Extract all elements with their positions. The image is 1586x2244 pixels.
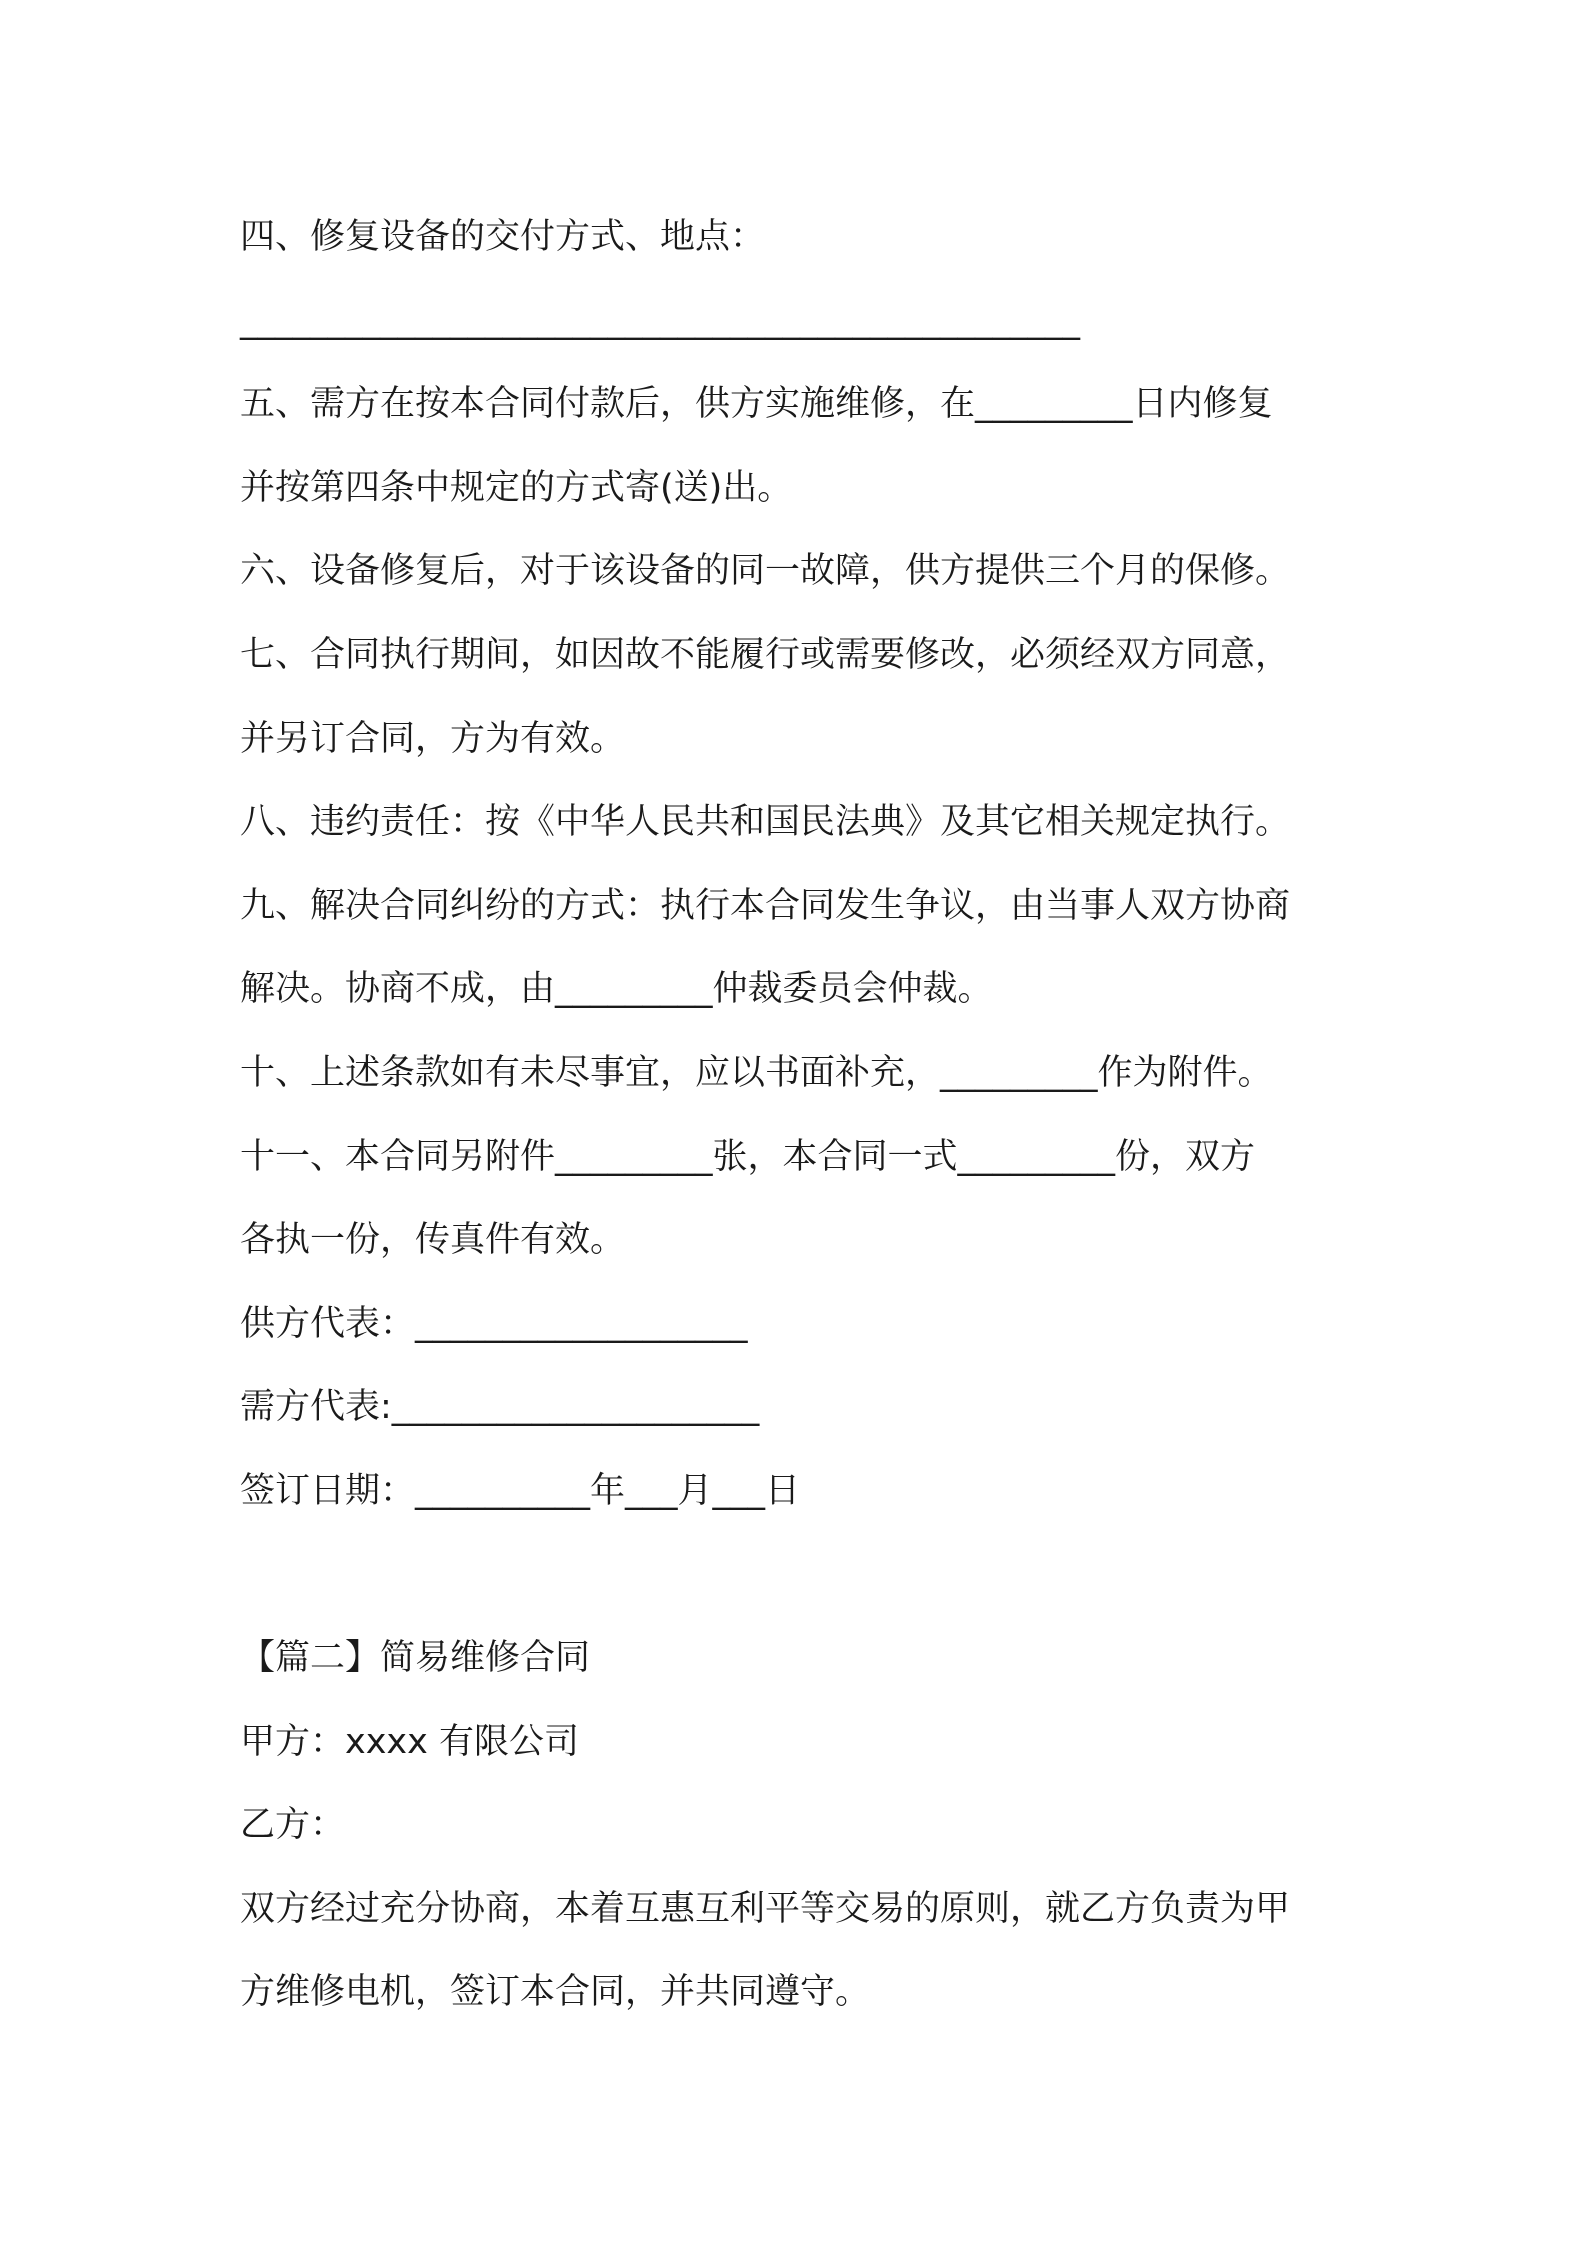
clause-7-amendment: 七、合同执行期间，如因故不能履行或需要修改，必须经双方同意， <box>240 634 1291 675</box>
clause-10-supplement: 十、上述条款如有未尽事宜，应以书面补充，_________作为附件。 <box>240 1052 1273 1093</box>
signing-date: 签订日期：__________年___月___日 <box>240 1470 801 1511</box>
blank-spacer <box>240 1534 1360 1618</box>
clause-11-copies: 十一、本合同另附件_________张，本合同一式_________份，双方 <box>240 1136 1256 1177</box>
clause-5-repair-days: 五、需方在按本合同付款后，供方实施维修，在_________日内修复 <box>240 384 1273 425</box>
party-a: 甲方：xxxx 有限公司 <box>240 1721 579 1762</box>
clause-5-continuation: 并按第四条中规定的方式寄(送)出。 <box>240 467 793 508</box>
clause-4-blank-line: ________________________________________________ <box>240 300 1080 341</box>
section-two-title: 【篇二】简易维修合同 <box>240 1638 591 1679</box>
preamble-continuation: 方维修电机，签订本合同，并共同遵守。 <box>240 1972 871 2013</box>
preamble: 双方经过充分协商，本着互惠互利平等交易的原则，就乙方负责为甲 <box>240 1888 1291 1929</box>
party-b: 乙方： <box>240 1805 346 1846</box>
buyer-representative: 需方代表:_____________________ <box>240 1387 760 1428</box>
clause-9-continuation: 解决。协商不成，由_________仲裁委员会仲裁。 <box>240 969 993 1010</box>
clause-6-warranty: 六、设备修复后，对于该设备的同一故障，供方提供三个月的保修。 <box>240 551 1291 592</box>
supplier-representative: 供方代表：___________________ <box>240 1303 748 1344</box>
clause-8-liability: 八、违约责任：按《中华人民共和国民法典》及其它相关规定执行。 <box>240 802 1291 843</box>
clause-9-dispute: 九、解决合同纠纷的方式：执行本合同发生争议，由当事人双方协商 <box>240 885 1291 926</box>
clause-7-continuation: 并另订合同，方为有效。 <box>240 718 626 759</box>
clause-4-delivery: 四、修复设备的交付方式、地点： <box>240 217 766 257</box>
clause-11-continuation: 各执一份，传真件有效。 <box>240 1220 626 1261</box>
document-body <box>240 196 1360 2035</box>
